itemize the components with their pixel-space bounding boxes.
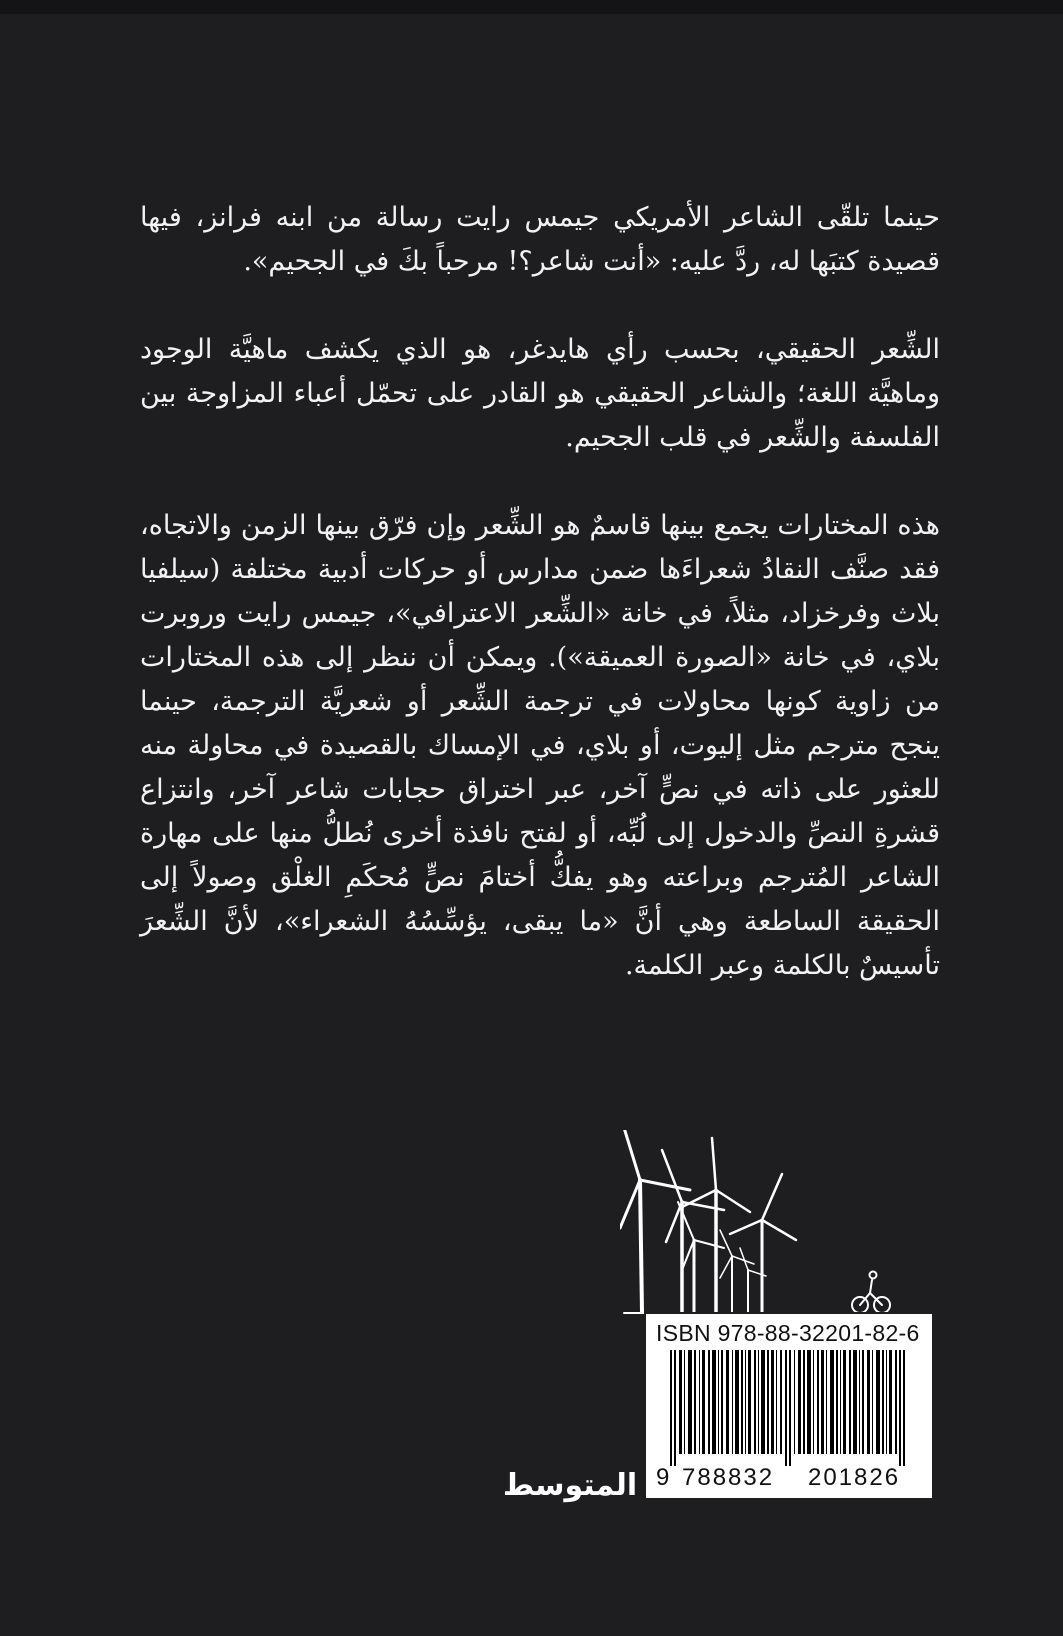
barcode-group-1: 788832 — [682, 1464, 775, 1491]
isbn-label: ISBN 978-88-32201-82-6 — [656, 1320, 920, 1346]
wind-turbines-icon — [620, 1130, 920, 1320]
publisher-logo: المتوسط — [502, 1468, 638, 1503]
blurb-paragraph-3: هذه المختارات يجمع بينها قاسمٌ هو الشِّعر وإن فرّق بينها الزمن والاتجاه، فقد صنَّف النقادُ شعراءَها ضمن مدارس أو حركات أدبية مختلفة (سيلفيا بلاث وفرخزاد، مثلاً، في خانة «الشِّعر الاعترافي»، جيمس رايت وروبرت بلاي، في خانة «الصورة العميقة»). ويمكن أن ننظر إلى هذه المختارات من زاوية كونها محاولات في ترجمة الشِّعر أو شعريَّة الترجمة، حينما ينجح مترجم مثل إليوت، أو بلاي، في الإمساك بالقصيدة في محاولة منه للعثور على ذاته في نصٍّ آخر، عبر اختراق حجابات شاعر آخر، وانتزاع قشرةِ النصِّ والدخول إلى لُبِّه، أو لفتح نافذة أخرى نُطلُّ منها على مهارة الشاعر المُترجم وبراعته وهو يفكُّ أختامَ نصٍّ مُحكَمِ الغلْق وصولاً إلى الحقيقة الساطعة وهي أنَّ «ما يبقى، يؤسِّسُهُ الشعراء»، لأنَّ الشِّعرَ تأسيسٌ بالكلمة وعبر الكلمة. — [140, 510, 940, 981]
blurb-paragraph-2: الشِّعر الحقيقي، بحسب رأي هايدغر، هو الذي يكشف ماهيَّة الوجود وماهيَّة اللغة؛ والشاعر الحقيقي هو القادر على تحمّل أعباء المزاوجة بين الفلسفة والشِّعر في قلب الجحيم. — [140, 334, 940, 453]
cover-top-edge — [0, 0, 1063, 14]
blurb-text — [140, 196, 940, 1032]
barcode-bars — [654, 1350, 928, 1466]
barcode-lead-digit: 9 — [656, 1464, 670, 1491]
blurb-paragraph-1: حينما تلقّى الشاعر الأمريكي جيمس رايت رسالة من ابنه فرانز، فيها قصيدة كتبَها له، ردَّ عليه: «أنت شاعر؟! مرحباً بكَ في الجحيم». — [140, 202, 940, 277]
barcode — [644, 1312, 934, 1500]
barcode-group-2: 201826 — [808, 1464, 901, 1491]
